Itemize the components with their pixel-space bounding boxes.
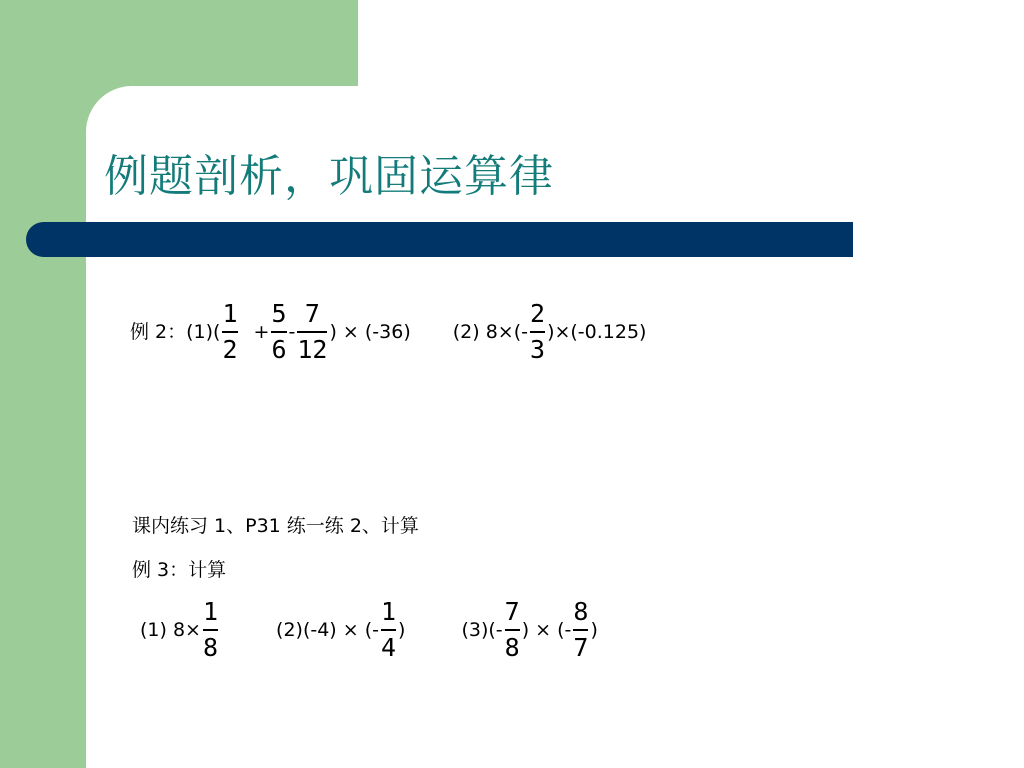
example2-part2-label: (2) 8×(- bbox=[452, 321, 528, 343]
example2-tail1: ) × (-36) bbox=[329, 321, 411, 343]
q2-tail: ) bbox=[398, 619, 406, 641]
example2-tail2: )×(-0.125) bbox=[547, 321, 647, 343]
fraction-5-6: $\frac{5}{6}$ bbox=[271, 299, 287, 364]
example2-line bbox=[130, 300, 646, 364]
fraction-7-8: $\frac{7}{8}$ bbox=[504, 597, 520, 662]
slide-title: 例题剖析，巩固运算律 bbox=[104, 151, 554, 202]
plus-sign: + bbox=[253, 321, 270, 343]
q2-label: (2)(-4) × (- bbox=[276, 619, 379, 641]
fraction-2-3: $\frac{2}{3}$ bbox=[530, 299, 546, 364]
q1-label: (1) 8× bbox=[140, 619, 201, 641]
q3-mid: ) × (- bbox=[521, 619, 572, 641]
q3-label: (3)(- bbox=[461, 619, 503, 641]
q3-tail: ) bbox=[590, 619, 598, 641]
fraction-7-12: $\frac{7}{12}$ bbox=[297, 299, 328, 364]
fraction-1-8: $\frac{1}{8}$ bbox=[202, 597, 219, 662]
fraction-1-4: $\frac{1}{4}$ bbox=[380, 597, 397, 662]
minus-sign: - bbox=[288, 321, 296, 343]
practice-line bbox=[132, 514, 419, 538]
fraction-8-7: $\frac{8}{7}$ bbox=[573, 597, 589, 662]
fraction-1-2: $\frac{1}{2}$ bbox=[222, 299, 238, 364]
example2-label: 例 2：(1)( bbox=[130, 321, 221, 343]
example3-questions bbox=[140, 598, 598, 662]
title-underline-bar bbox=[26, 222, 853, 257]
practice-text: 课内练习 1、P31 练一练 2、计算 bbox=[132, 515, 419, 537]
example3-label-line bbox=[132, 558, 226, 582]
example3-label: 例 3：计算 bbox=[132, 559, 227, 581]
